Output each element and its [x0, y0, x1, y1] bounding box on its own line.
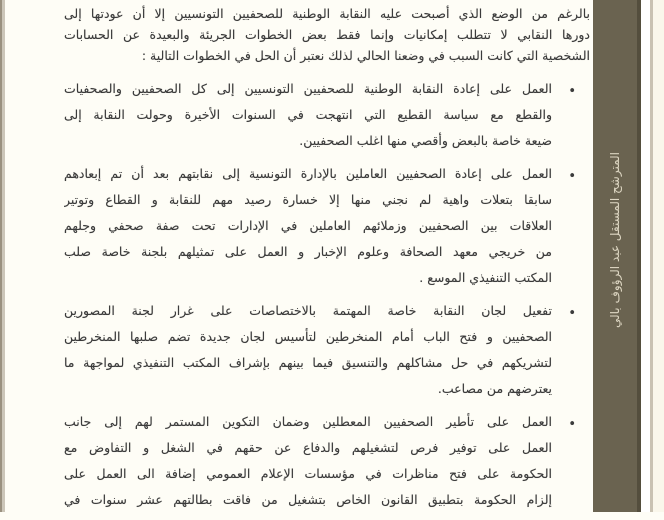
bullet-item — [64, 161, 590, 291]
bullet-line: يعترضهم من مصاعب. — [437, 381, 552, 396]
right-cream-margin — [653, 0, 664, 512]
bullet-marker: • — [568, 417, 576, 432]
candidate-name-vertical-label: المترشح المستقل عبد الرؤوف بالي — [608, 151, 622, 329]
intro-paragraph — [64, 3, 590, 66]
bullet-item — [64, 298, 590, 402]
bullet-marker: • — [568, 169, 576, 184]
candidate-banner-bar — [593, 0, 637, 512]
bullet-item — [64, 409, 590, 513]
bullet-line: من خريجي معهد الصحافة وعلوم الإخبار و العمل على تمثيلهم بلجنة خاصة صلب — [64, 244, 552, 259]
bullet-line: والقطع مع سياسة القطيع التي انتهجت في السنوات الأخيرة وحولت النقابة إلى — [64, 107, 552, 122]
bullet-line: العلاقات بين الصحفيين وزملائهم العاملين في الإدارات تحت صفة صحفي وجلهم — [64, 218, 552, 233]
bullet-line: العمل على تأطير الصحفيين المعطلين وضمان التكوين المستمر لهم إلى جانب — [64, 414, 552, 429]
bullet-line: الحكومة على فتح مناظرات في مؤسسات الإعلام العمومي إضافة الى العمل على — [64, 466, 552, 481]
page-left-scan-edge — [0, 0, 5, 512]
candidate-banner-edge — [637, 0, 641, 512]
bullet-line: العمل على إعادة النقابة الوطنية للصحفيين التونسيين إلى كل الصحفيين والصحفيات — [64, 81, 552, 96]
bullet-marker: • — [568, 306, 576, 321]
bullet-line: سابقا بتعلات واهية لم نجني منها إلا خسارة رصيد مهم للنقابة و القطاع وتوتير — [64, 192, 552, 207]
bullet-line: إلزام الحكومة بتطبيق القانون الخاص بتشغيل من فاقت بطالتهم عشر سنوات في — [64, 492, 552, 507]
bullet-line: تفعيل لجان النقابة خاصة المهتمة بالاختصاصات على غرار لجنة المصورين — [64, 303, 552, 318]
bullet-item — [64, 76, 590, 154]
right-white-gap — [641, 0, 650, 512]
intro-line: دورها النقابي لا تتطلب إمكانيات وإنما فقط بعض الخطوات الجريئة والبعيدة عن الحسابات — [64, 27, 590, 42]
intro-line: الشخصية التي كانت السبب في وضعنا الحالي لذلك نعتبر أن الحل في الخطوات التالية : — [141, 48, 590, 63]
bullet-marker: • — [568, 84, 576, 99]
bullet-line: المكتب التنفيذي الموسع . — [419, 270, 552, 285]
bullet-line: العمل على إعادة الصحفيين العاملين بالإدارة التونسية إلى نقابتهم بعد أن تم إبعادهم — [64, 166, 552, 181]
document-text-block — [64, 3, 590, 520]
intro-line: بالرغم من الوضع الذي أصبحت عليه النقابة الوطنية للصحفيين التونسيين إلا أن عودتها إلى — [64, 6, 590, 21]
bullet-line: ضيعة خاصة بالبعض وأقصي منها اغلب الصحفيين. — [299, 133, 552, 148]
bullet-line: العمل على توفير فرص لتشغيلهم والدفاع عن حقهم في الشغل و التفاوض مع — [64, 440, 552, 455]
bullet-line: الصحفيين و فتح الباب أمام المنخرطين لتأسيس لجان جديدة تضم صلبها المنخرطين — [64, 329, 552, 344]
bullet-line: لتشريكهم في حل مشاكلهم والتنسيق فيما بينهم بإشراف المكتب التنفيذي لمواجهة ما — [64, 355, 552, 370]
